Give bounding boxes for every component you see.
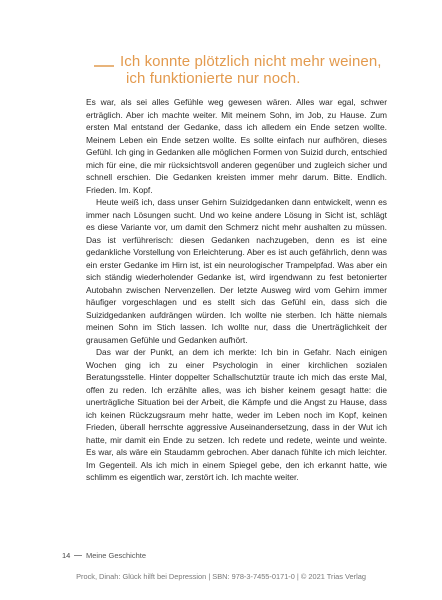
chapter-heading-line-2: ich funktionierte nur noch. [126, 70, 301, 87]
chapter-heading-line-1: Ich konnte plötzlich nicht mehr weinen, [120, 53, 382, 70]
paragraph-2: Heute weiß ich, dass unser Gehirn Suizidgedanken dann entwickelt, wenn es immer nach Lösungen sucht. Und wo keine andere Lösung in Sicht ist, schlägt es diese Variante vor, um damit den Schmerz nicht mehr aushalten zu müssen. Das ist verführerisch: diesen Gedanken nachzugeben, denn es ist eine gedankliche Vorstellung von Erleichterung. Aber es ist auch gefährlich, denn was ein erster Gedanke im Hirn ist, ist ein neurologischer Trampelpfad. Was aber ein sich ständig wiederholender Gedanke ist, wird irgendwann zu fest betonierter Autobahn zwischen Nervenzellen. Der letzte Ausweg wird vom Gehirn immer häufiger vorgeschlagen und es stellt sich das Gefühl ein, dass sich die Suizidgedanken aufdrängen würden. Ich wollte nie sterben. Ich hätte niemals meinen Sohn im Stich lassen. Ich wollte nur, dass die Unerträglichkeit der grausamen Gefühle und Gedanken aufhört. [86, 197, 387, 345]
title-accent-rule [94, 65, 114, 67]
copyright-citation: Prock, Dinah: Glück hilft bei Depression | SBN: 978-3-7455-0171-0 | © 2021 Trias Verlag [76, 572, 366, 581]
page-number: 14 [62, 551, 71, 560]
paragraph-1: Es war, als sei alles Gefühle weg gewesen wären. Alles war egal, schwer erträglich. Aber ich machte weiter. Mit meinem Sohn, im Job, zu Hause. Zum ersten Mal entstand der Gedanke, dass ich alledem ein Ende setzen wollte. Meinem Leben ein Ende setzen wollte. Es sollte einfach nur aufhören, dieses Gefühl. Ich ging in Gedanken alle möglichen Formen von Suizid durch, entschied mich für eine, die mir rücksichtsvoll anderen gegenüber und zugleich sicher und schnell erschien. Die Gedanken kreisten immer mehr darum. Bitte. Endlich. Frieden. Im. Kopf. [86, 97, 387, 195]
running-footer-section: Meine Geschichte [86, 551, 147, 560]
chapter-heading [120, 53, 420, 87]
body-text [86, 96, 387, 484]
footer-divider [74, 555, 82, 556]
paragraph-3: Das war der Punkt, an dem ich merkte: Ich bin in Gefahr. Nach einigen Wochen ging ich zu einer Psychologin in einer kirchlichen sozialen Beratungsstelle. Hinter doppelter Schallschutztür traute ich mich das erste Mal, offen zu reden. Ich erzählte alles, was ich bisher keinem gesagt hatte: die unerträgliche Situation bei der Arbeit, die Kämpfe und die Angst zu Hause, dass ich keinen Rückzugsraum mehr hatte, weder im Leben noch im Kopf, keinen Frieden, überall herrschte aggressive Auseinandersetzung, dass in der Wut ich hatte, mir damit ein Ende zu setzen. Ich redete und redete, weinte und weinte. Es war, als wäre ein Staudamm gebrochen. Aber danach fühlte ich mich leichter. Im Gegenteil. Als ich mich in einem Spiegel gebe, den ich erkannt hatte, wie schlimm es eigentlich war, zerstört ich. Ich machte weiter. [86, 347, 387, 482]
